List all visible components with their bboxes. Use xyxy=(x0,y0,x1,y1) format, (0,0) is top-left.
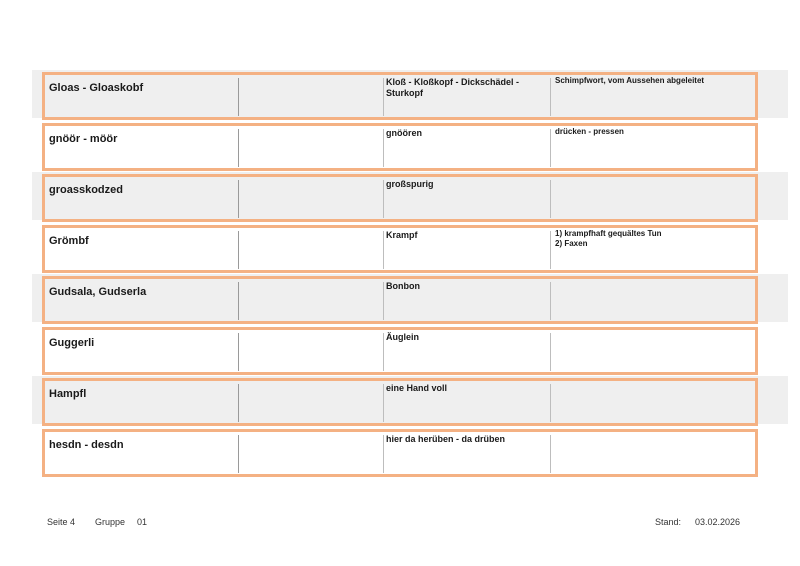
meaning-cell xyxy=(383,282,551,320)
note-cell xyxy=(550,228,755,270)
note-cell xyxy=(550,432,755,474)
row-frame xyxy=(42,378,758,426)
meaning-text: Bonbon xyxy=(386,281,420,291)
term-cell xyxy=(45,180,239,218)
term-text: Hampfl xyxy=(49,388,87,400)
empty-cell xyxy=(238,231,384,269)
meaning-text: großspurig xyxy=(386,179,434,189)
meaning-cell xyxy=(383,129,551,167)
table-row xyxy=(32,376,788,424)
note-text: drücken - pressen xyxy=(555,127,624,136)
meaning-cell xyxy=(383,231,551,269)
note-text: Schimpfwort, vom Aussehen abgeleitet xyxy=(555,76,705,85)
note-list xyxy=(555,229,750,249)
note-list-item: 2) Faxen xyxy=(555,239,588,248)
meaning-text: Äuglein xyxy=(386,332,419,342)
term-cell xyxy=(45,231,239,269)
table-row xyxy=(32,172,788,220)
meaning-cell xyxy=(383,78,551,116)
table-row xyxy=(32,223,788,271)
empty-cell xyxy=(238,435,384,473)
meaning-text: hier da herüben - da drüben xyxy=(386,434,506,444)
row-frame xyxy=(42,174,758,222)
term-cell xyxy=(45,384,239,422)
term-text: Guggerli xyxy=(49,337,95,349)
row-frame xyxy=(42,225,758,273)
table-row xyxy=(32,274,788,322)
empty-cell xyxy=(238,78,384,116)
row-frame xyxy=(42,123,758,171)
row-frame xyxy=(42,327,758,375)
note-cell xyxy=(550,177,755,219)
table-row xyxy=(32,427,788,475)
term-cell xyxy=(45,282,239,320)
group-label: Gruppe xyxy=(95,517,126,527)
note-cell xyxy=(550,279,755,321)
note-cell xyxy=(550,381,755,423)
empty-cell xyxy=(238,384,384,422)
status-date: 03.02.2026 xyxy=(695,517,741,527)
glossary-table xyxy=(32,70,788,478)
term-cell xyxy=(45,435,239,473)
empty-cell xyxy=(238,129,384,167)
note-cell xyxy=(550,126,755,168)
row-frame xyxy=(42,72,758,120)
meaning-text: eine Hand voll xyxy=(386,383,448,393)
term-cell xyxy=(45,78,239,116)
group-value: 01 xyxy=(137,517,148,527)
meaning-text: Krampf xyxy=(386,230,418,240)
term-text: groasskodzed xyxy=(49,184,123,196)
table-row xyxy=(32,325,788,373)
meaning-cell xyxy=(383,180,551,218)
note-cell xyxy=(550,330,755,372)
status-label: Stand: xyxy=(655,517,682,527)
meaning-cell xyxy=(383,435,551,473)
term-cell xyxy=(45,129,239,167)
term-cell xyxy=(45,333,239,371)
row-frame xyxy=(42,429,758,477)
row-frame xyxy=(42,276,758,324)
note-list-item: 1) krampfhaft gequältes Tun xyxy=(555,229,662,238)
term-text: Grömbf xyxy=(49,235,89,247)
meaning-text: gnöören xyxy=(386,128,422,138)
table-row xyxy=(32,70,788,118)
empty-cell xyxy=(238,282,384,320)
meaning-text: Kloß - Kloßkopf - Dickschädel - Sturkopf xyxy=(386,77,520,98)
term-text: Gudsala, Gudserla xyxy=(49,286,147,298)
meaning-cell xyxy=(383,333,551,371)
note-cell xyxy=(550,75,755,117)
empty-cell xyxy=(238,180,384,218)
empty-cell xyxy=(238,333,384,371)
page-number: Seite 4 xyxy=(47,517,76,527)
term-text: hesdn - desdn xyxy=(49,439,124,451)
term-text: Gloas - Gloaskobf xyxy=(49,82,144,94)
term-text: gnöör - möör xyxy=(49,133,118,145)
meaning-cell xyxy=(383,384,551,422)
table-row xyxy=(32,121,788,169)
